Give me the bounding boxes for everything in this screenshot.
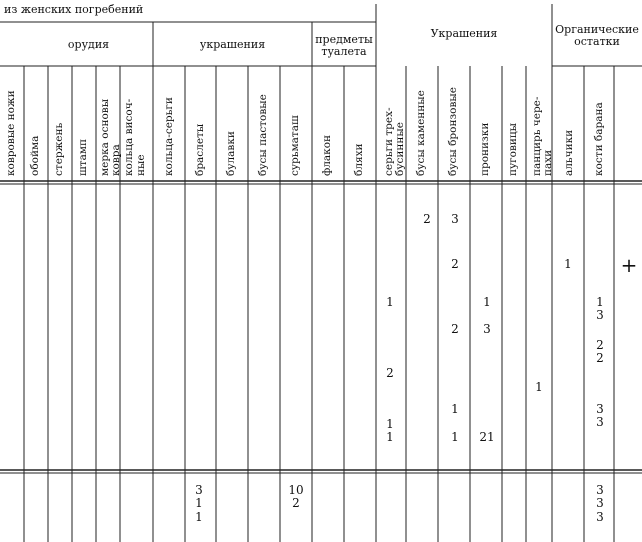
group-organic-line1: Органические bbox=[555, 23, 639, 36]
group-ukrasheniya-small: украшения bbox=[199, 38, 266, 51]
table-cell: 3 bbox=[596, 510, 604, 524]
col-alchiki: альчики bbox=[563, 129, 575, 176]
table-cell: 1 bbox=[564, 257, 572, 271]
col-busy-pastovye: бусы пастовые bbox=[257, 94, 269, 176]
col-pronizki: пронизки bbox=[479, 122, 491, 176]
table-cell: 1 bbox=[596, 295, 604, 309]
table-cell: 3 bbox=[483, 322, 491, 336]
col-kosti-barana: кости барана bbox=[593, 102, 605, 176]
table-cell: 2 bbox=[451, 322, 459, 336]
col-busy-kamennye: бусы каменные bbox=[415, 90, 427, 176]
table-cell: 3 bbox=[596, 415, 604, 429]
table-cell: 1 bbox=[451, 402, 459, 416]
table-cell: 3 bbox=[451, 212, 459, 226]
col-flakon: флакон bbox=[321, 134, 333, 176]
col-sergi-line1: серьги трех- bbox=[383, 107, 395, 176]
col-merka-line2: ковра bbox=[110, 144, 122, 176]
col-braslety: браслеты bbox=[194, 123, 206, 176]
table-cell: 1 bbox=[195, 510, 203, 524]
table-cell: 2 bbox=[386, 366, 394, 380]
col-kolca-visoch-line2: ные bbox=[135, 154, 147, 176]
col-kolca-visoch-line1: кольца височ- bbox=[123, 98, 135, 176]
col-kovrovye-nozhi: ковровые ножи bbox=[5, 90, 17, 176]
table-cell: 3 bbox=[596, 483, 604, 497]
table-cell: 1 bbox=[386, 430, 394, 444]
col-merka-line1: мерка основы bbox=[99, 98, 111, 176]
col-pancir-line2: пахи bbox=[542, 149, 554, 176]
table-cell-plus: + bbox=[620, 253, 638, 277]
col-shtamp: штамп bbox=[77, 139, 89, 176]
col-sergi-line2: бусинные bbox=[394, 122, 406, 176]
table-cell: 1 bbox=[483, 295, 491, 309]
group-ukrasheniya-big: Украшения bbox=[430, 27, 498, 40]
table-cell: 3 bbox=[596, 496, 604, 510]
table-cell: 1 bbox=[386, 417, 394, 431]
col-surmatash: сурьматаш bbox=[289, 115, 301, 176]
col-pugovicy: пуговицы bbox=[507, 122, 519, 176]
col-busy-bronzovye: бусы бронзовые bbox=[447, 87, 459, 176]
table-cell: 21 bbox=[479, 430, 495, 444]
table-cell: 2 bbox=[596, 351, 604, 365]
table-cell: 2 bbox=[292, 496, 300, 510]
table-cell: 1 bbox=[535, 380, 543, 394]
col-blyahi: бляхи bbox=[353, 143, 365, 176]
group-predmety-line2: туалета bbox=[321, 45, 367, 58]
col-oboima: обойма bbox=[29, 135, 41, 176]
section-title: из женских погребений bbox=[4, 3, 144, 16]
table-cell: 10 bbox=[288, 483, 304, 497]
group-organic-line2: остатки bbox=[574, 35, 620, 48]
table-cell: 1 bbox=[386, 295, 394, 309]
col-sterzhen: стержень bbox=[53, 122, 65, 176]
group-orudiya: орудия bbox=[67, 38, 110, 51]
table-cell: 3 bbox=[596, 402, 604, 416]
table-cell: 1 bbox=[195, 496, 203, 510]
table-cell: 1 bbox=[451, 430, 459, 444]
col-pancir-line1: панцирь чере- bbox=[531, 96, 543, 176]
table-cell: 3 bbox=[195, 483, 203, 497]
table-cell: 3 bbox=[596, 308, 604, 322]
col-kolca-sergi: кольца-серьги bbox=[163, 97, 175, 176]
table-cell: 2 bbox=[596, 338, 604, 352]
col-bulavki: булавки bbox=[225, 131, 237, 176]
table-cell: 2 bbox=[451, 257, 459, 271]
group-predmety-line1: предметы bbox=[315, 33, 373, 46]
table-cell: 2 bbox=[423, 212, 431, 226]
